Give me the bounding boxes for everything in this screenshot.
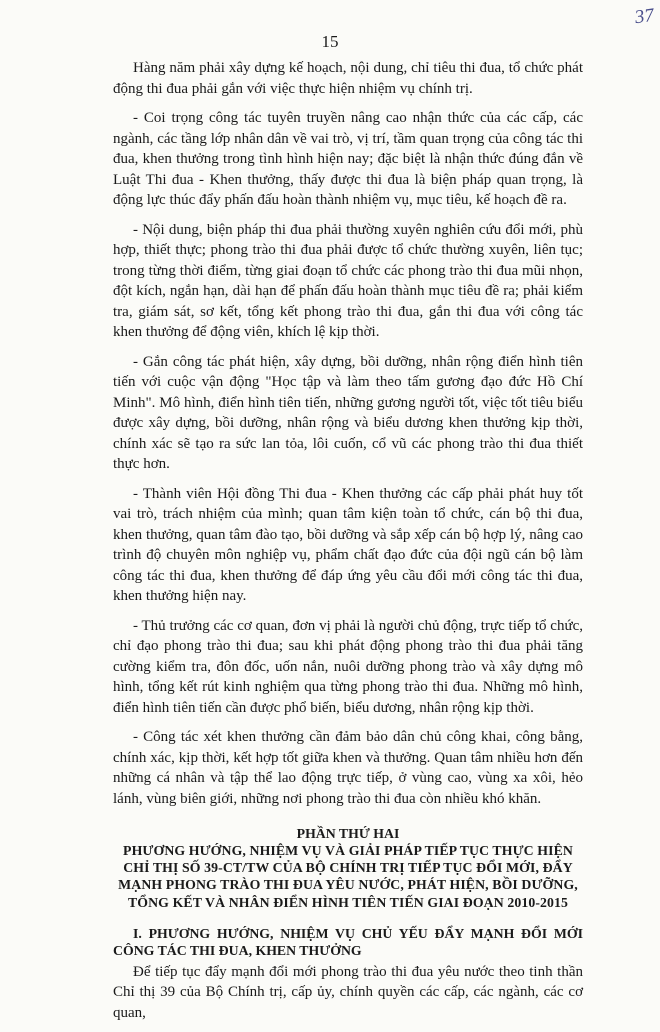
paragraph-final: Để tiếp tục đẩy mạnh đổi mới phong trào thi đua yêu nước theo tinh thần Chỉ thị 39 của Bộ Chính trị, cấp ủy, chính quyền các cấp, các ngành, các cơ quan, <box>113 963 583 1021</box>
paragraph-propaganda: - Coi trọng công tác tuyên truyền nâng cao nhận thức của các cấp, các ngành, các tầng lớp nhân dân về vai trò, vị trí, tầm quan trọng của công tác thi đua, khen thưởng trong tình hình hiện nay; đặc biệt là nhận thức đúng đắn về Luật Thi đua - Khen thưởng, thấy được thi đua là biện pháp quan trọng, là động lực thúc đẩy phấn đấu hoàn thành nhiệm vụ, mục tiêu, kế hoạch đề ra. <box>113 110 583 208</box>
paragraph-agency-heads: - Thủ trưởng các cơ quan, đơn vị phải là người chủ động, trực tiếp tổ chức, chỉ đạo phong trào thi đua; sau khi phát động phong trào thi đua phải tăng cường kiểm tra, đôn đốc, uốn nắn, nuôi dưỡng phong trào và xây dựng mô hình, tổng kết rút kinh nghiệm qua từng phong trào thi đua. Những mô hình, điển hình tiên tiến cần được phổ biến, biểu dương, nhân rộng kịp thời. <box>113 617 583 716</box>
handwritten-page-stamp: 37 <box>633 4 656 29</box>
section-heading: I. PHƯƠNG HƯỚNG, NHIỆM VỤ CHỦ YẾU ĐẨY MẠNH ĐỔI MỚI CÔNG TÁC THI ĐUA, KHEN THƯỞNG <box>113 925 583 959</box>
paragraph-content-measures: - Nội dung, biện pháp thi đua phải thường xuyên nghiên cứu đổi mới, phù hợp, thiết thực; phong trào thi đua phải được tổ chức thường xuyên, liên tục; trong từng thời điểm, từng giai đoạn tổ chức các phong trào thi đua mũi nhọn, đột kích, ngắn hạn, dài hạn để phấn đấu hoàn thành mục tiêu đề ra; phải kiểm tra, giám sát, sơ kết, tổng kết phong trào thi đua, gắn thi đua với công tác khen thưởng để động viên, khích lệ kịp thời. <box>113 221 583 340</box>
page-number: 15 <box>321 32 339 51</box>
part-heading: PHẦN THỨ HAI <box>296 826 400 841</box>
paragraph-reward-review: - Công tác xét khen thưởng cần đảm bảo dân chủ công khai, công bằng, chính xác, kịp thời, kết hợp tốt giữa khen và thưởng. Quan tâm nhiều hơn đến những cá nhân và tập thể lao động trực tiếp, ở vùng cao, vùng xa xôi, hẻo lánh, vùng biên giới, những nơi phong trào thi đua còn nhiều khó khăn. <box>113 729 583 807</box>
paragraph-annual-plan: Hàng năm phải xây dựng kế hoạch, nội dung, chỉ tiêu thi đua, tổ chức phát động thi đua phải gắn với việc thực hiện nhiệm vụ chính trị. <box>113 60 583 97</box>
part-title: PHƯƠNG HƯỚNG, NHIỆM VỤ VÀ GIẢI PHÁP TIẾP TỤC THỰC HIỆN CHỈ THỊ SỐ 39-CT/TW CỦA BỘ CHÍNH TRỊ TIẾP TỤC ĐỔI MỚI, ĐẨY MẠNH PHONG TRÀO THI ĐUA YÊU NƯỚC, PHÁT HIỆN, BỒI DƯỠNG, TỔNG KẾT VÀ NHÂN ĐIỂN HÌNH TIÊN TIẾN GIAI ĐOẠN 2010-2015 <box>118 843 578 910</box>
paragraph-role-models: - Gắn công tác phát hiện, xây dựng, bồi dưỡng, nhân rộng điển hình tiên tiến với cuộc vận động "Học tập và làm theo tấm gương đạo đức Hồ Chí Minh". Mô hình, điển hình tiên tiến, những gương người tốt, việc tốt tiêu biểu được xây dựng, bồi dưỡng, nhân rộng và biểu dương khen thưởng kịp thời, chính xác sẽ tạo ra sức lan tỏa, lôi cuốn, cổ vũ các phong trào thi đua thiết thực hơn. <box>113 353 583 472</box>
paragraph-council-members: - Thành viên Hội đồng Thi đua - Khen thưởng các cấp phải phát huy tốt vai trò, trách nhiệm của mình; quan tâm kiện toàn tổ chức, cán bộ thi đua, khen thưởng, quan tâm đào tạo, bồi dưỡng và sắp xếp cán bộ hợp lý, nâng cao trình độ chuyên môn nghiệp vụ, phẩm chất đạo đức của đội ngũ cán bộ làm công tác thi đua, khen thưởng để đáp ứng yêu cầu đổi mới công tác thi đua, khen thưởng hiện nay. <box>113 485 583 604</box>
document-body <box>113 58 583 1032</box>
